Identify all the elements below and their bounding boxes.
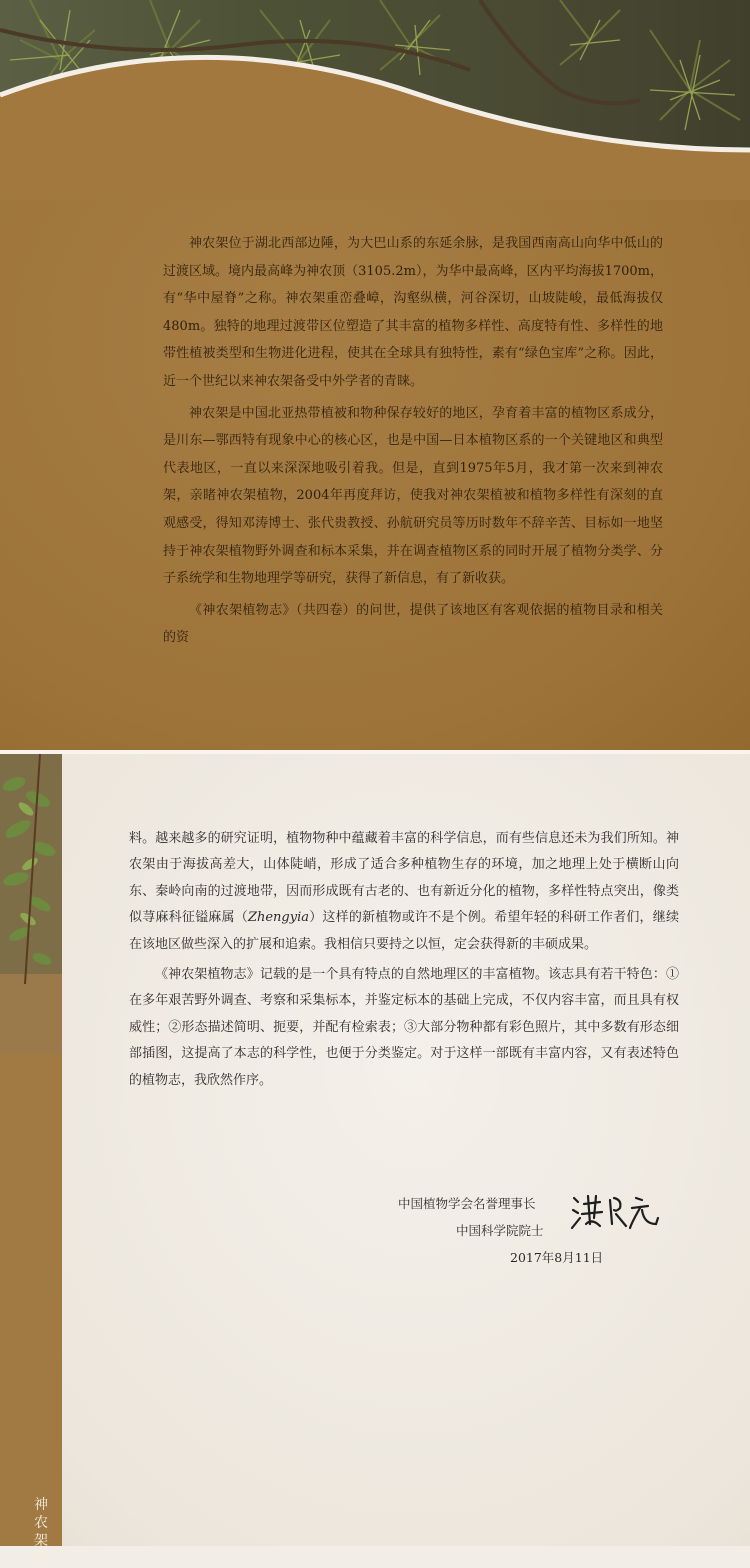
preface-paragraph-1: 神农架位于湖北西部边陲，为大巴山系的东延余脉，是我国西南高山向华中低山的过渡区域。境内最高峰为神农顶（3105.2m），为华中最高峰，区内平均海拔1700m，有“华中屋脊”之称。神农架重峦叠嶂，沟壑纵横，河谷深切，山坡陡峻，最低海拔仅480m。独特的地理过渡带区位塑造了其丰富的植物多样性、高度特有性、多样性的地带性植被类型和生物进化进程，使其在全球具有独特性，素有“绿色宝库”之称。因此，近一个世纪以来神农架备受中外学者的青睐。 [163,236,663,389]
genus-name: Zhengyia [247,910,309,926]
book-spine [0,754,62,1567]
author-title-2: 中国科学院院士 [456,1223,544,1238]
pine-branch-photo [0,0,750,200]
preface-date: 2017年8月11日 [510,1250,604,1265]
spine-char: 植 [34,1551,48,1567]
preface-text-top [163,230,663,656]
spine-char: 农 [34,1515,48,1531]
spine-char: 神 [34,1497,48,1513]
preface-text-bottom [129,826,679,1098]
preface-paragraph-3: 《神农架植物志》（共四卷）的问世，提供了该地区有客观依据的植物目录和相关的资 [163,602,663,646]
fern-photo [0,754,62,1054]
spine-title [31,1496,51,1568]
top-page [0,0,750,750]
preface-paragraph-4: 《神农架植物志》记载的是一个具有特点的自然地理区的丰富植物。该志具有若干特色：①在多年艰苦野外调查、考察和采集标本，并鉴定标本的基础上完成，不仅内容丰富，而且具有权威性；②形态描述简明、扼要，并配有检索表；③大部分物种都有彩色照片，其中多数有形态细部插图，这提高了本志的科学性，也便于分类鉴定。对于这样一部既有丰富内容，又有表述特色的植物志，我欣然作序。 [129,967,679,1088]
author-title-1: 中国植物学会名誉理事长 [398,1196,536,1211]
bottom-page [0,754,750,1567]
spine-char: 架 [34,1533,48,1549]
preface-paragraph-3-continued: 料。越来越多的研究证明，植物物种中蕴藏着丰富的科学信息，而有些信息还未为我们所知。神农架由于海拔高差大，山体陡峭，形成了适合多种植物生存的环境，加之地理上处于横断山向东、秦岭向南的过渡地带，因而形成既有古老的、也有新近分化的植物，多样性特点突出，像类似荨麻科征镒麻属（Zhengyia）这样的新植物或许不是个例。希望年轻的科研工作者们，继续在该地区做些深入的扩展和追索。我相信只要持之以恒，定会获得新的丰硕成果。 [129,831,679,952]
preface-paragraph-2: 神农架是中国北亚热带植被和物种保存较好的地区，孕育着丰富的植物区系成分，是川东—鄂西特有现象中心的核心区，也是中国—日本植物区系的一个关键地区和典型代表地区，一直以来深深地吸引着我。但是，直到1975年5月，我才第一次来到神农架，亲睹神农架植物，2004年再度拜访，使我对神农架植被和植物多样性有深刻的直观感受，得知邓涛博士、张代贵教授、孙航研究员等历时数年不辞辛苦、目标如一地坚持于神农架植物野外调查和标本采集，并在调查植物区系的同时开展了植物分类学、分子系统学和生物地理学等研究，获得了新信息，有了新收获。 [163,405,663,587]
handwritten-signature [570,1188,662,1236]
